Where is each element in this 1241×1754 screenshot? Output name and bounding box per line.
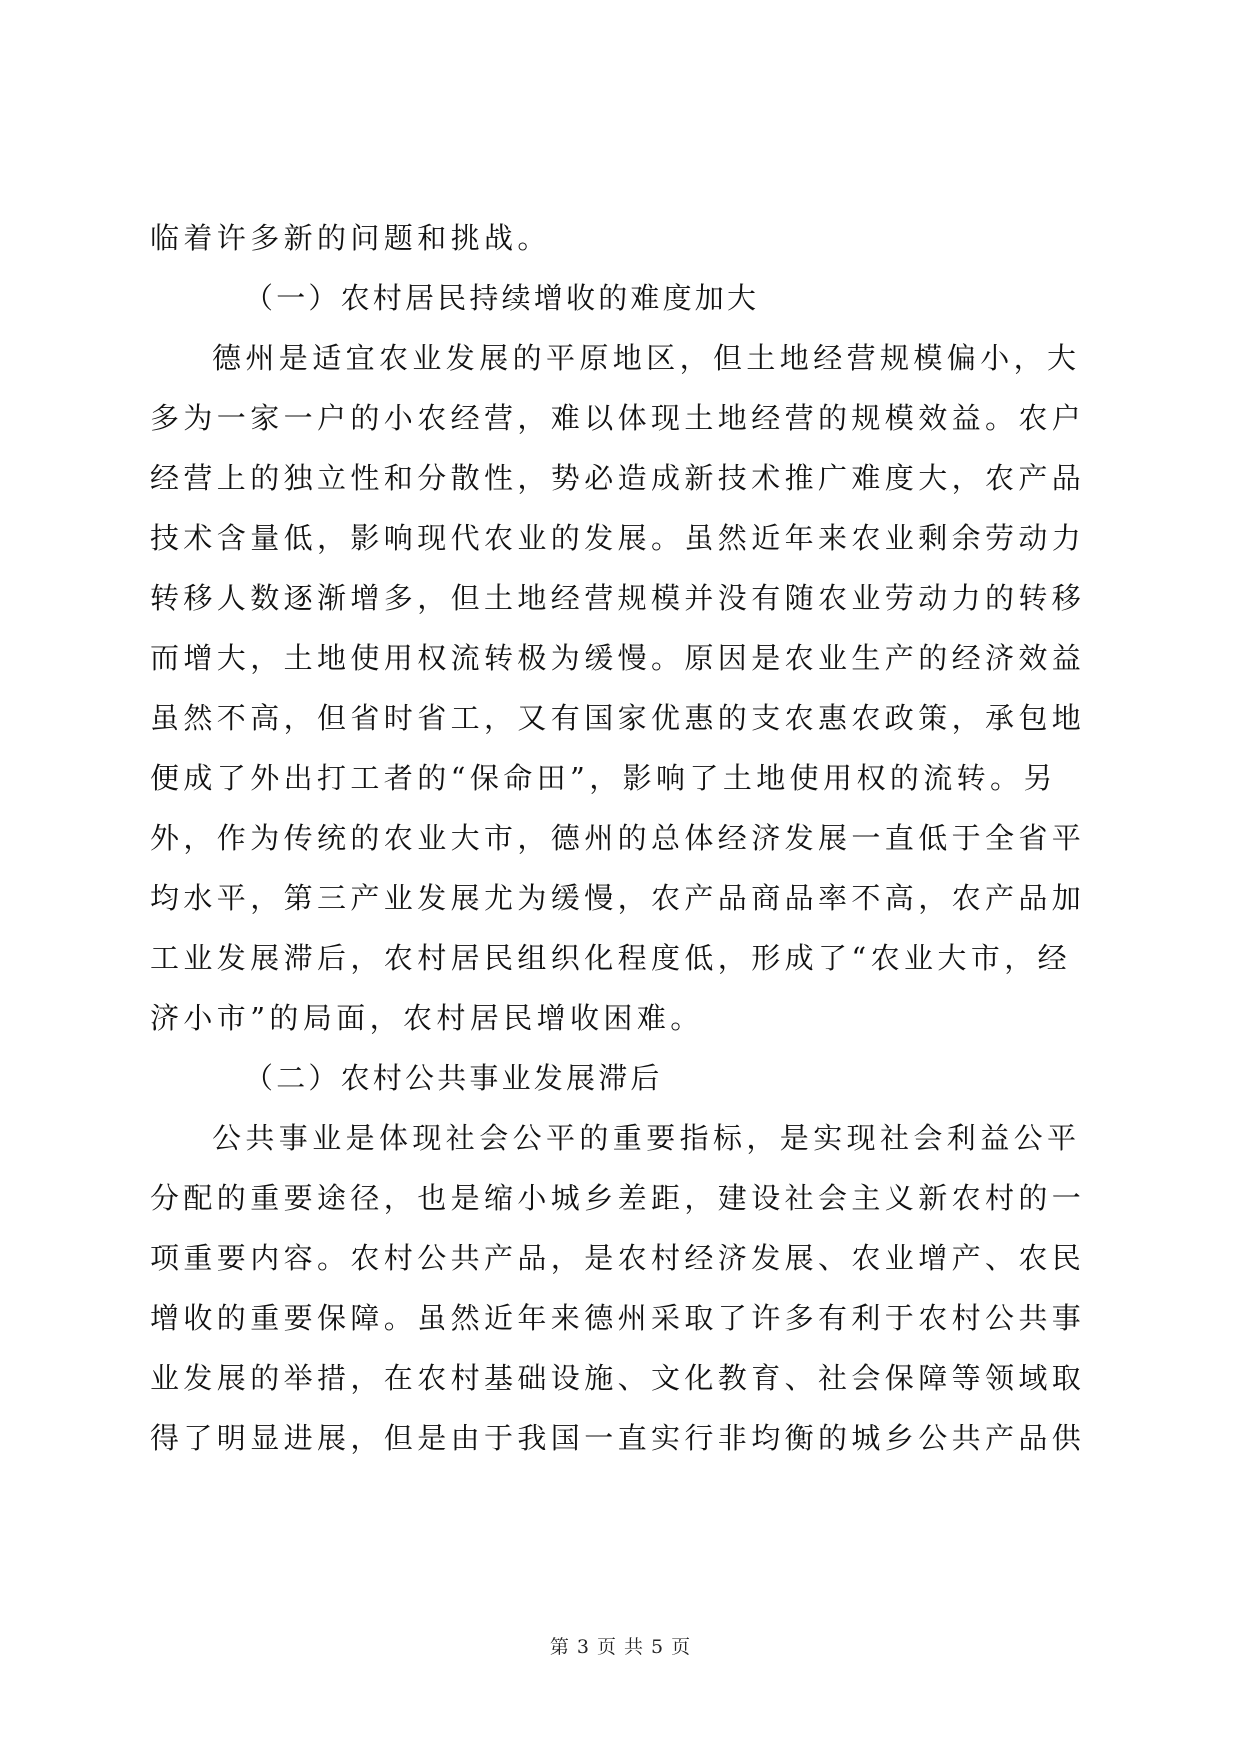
text-line: 而增大，土地使用权流转极为缓慢。原因是农业生产的经济效益 bbox=[150, 641, 1086, 675]
text-line: 便成了外出打工者的“保命田”，影响了土地使用权的流转。另 bbox=[150, 761, 1057, 795]
text-line: 济小市”的局面，农村居民增收困难。 bbox=[150, 1001, 704, 1035]
page-footer: 第 3 页 共 5 页 bbox=[549, 1636, 692, 1658]
text-line: 虽然不高，但省时省工，又有国家优惠的支农惠农政策，承包地 bbox=[150, 701, 1086, 735]
text-line: 临着许多新的问题和挑战。 bbox=[150, 221, 551, 255]
text-line: 得了明显进展，但是由于我国一直实行非均衡的城乡公共产品供 bbox=[150, 1421, 1086, 1455]
text-line: 工业发展滞后，农村居民组织化程度低，形成了“农业大市，经 bbox=[150, 941, 1072, 975]
section-heading-2: （二）农村公共事业发展滞后 bbox=[244, 1061, 663, 1095]
paragraph-start: 德州是适宜农业发展的平原地区，但土地经营规模偏小，大 bbox=[212, 341, 1081, 375]
text-line: 业发展的举措，在农村基础设施、文化教育、社会保障等领域取 bbox=[150, 1361, 1086, 1395]
document-body bbox=[150, 208, 1090, 1468]
text-line: 转移人数逐渐增多，但土地经营规模并没有随农业劳动力的转移 bbox=[150, 581, 1086, 615]
text-line: 外，作为传统的农业大市，德州的总体经济发展一直低于全省平 bbox=[150, 821, 1086, 855]
text-line: 多为一家一户的小农经营，难以体现土地经营的规模效益。农户 bbox=[150, 401, 1086, 435]
paragraph-start: 公共事业是体现社会公平的重要指标，是实现社会利益公平 bbox=[212, 1121, 1081, 1155]
text-line: 项重要内容。农村公共产品，是农村经济发展、农业增产、农民 bbox=[150, 1241, 1086, 1275]
text-line: 增收的重要保障。虽然近年来德州采取了许多有利于农村公共事 bbox=[150, 1301, 1086, 1335]
text-line: 均水平，第三产业发展尤为缓慢，农产品商品率不高，农产品加 bbox=[150, 881, 1086, 915]
text-line: 分配的重要途径，也是缩小城乡差距，建设社会主义新农村的一 bbox=[150, 1181, 1086, 1215]
section-heading-1: （一）农村居民持续增收的难度加大 bbox=[244, 281, 760, 315]
text-line: 技术含量低，影响现代农业的发展。虽然近年来农业剩余劳动力 bbox=[150, 521, 1086, 555]
text-line: 经营上的独立性和分散性，势必造成新技术推广难度大，农产品 bbox=[150, 461, 1086, 495]
